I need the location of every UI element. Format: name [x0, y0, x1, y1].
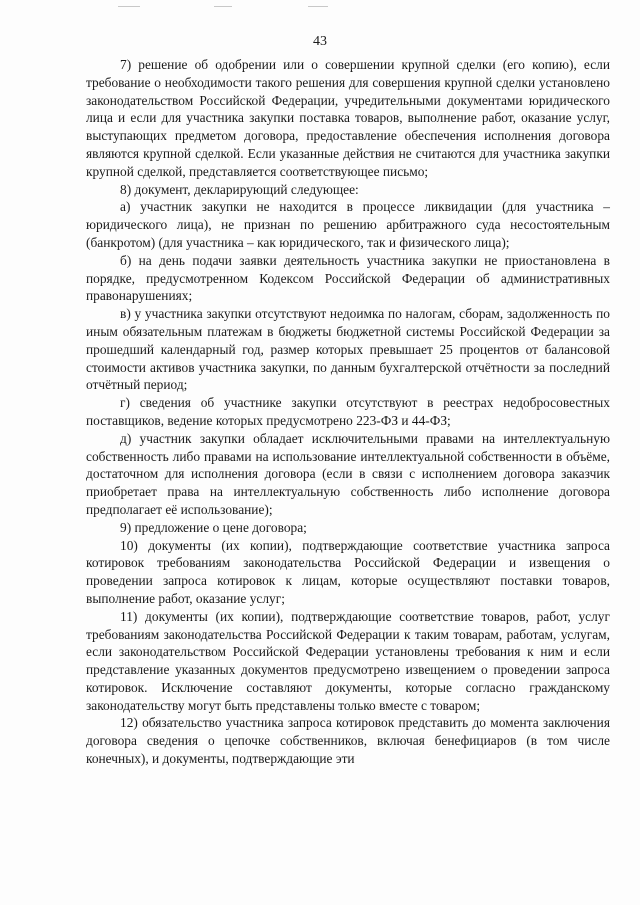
scan-mark: [308, 6, 328, 7]
paragraph-item-12: 12) обязательство участника запроса котировок представить до момента заключения договора сведения о цепочке собственников, включая бенефициаров (в том числе конечных), и документы, подтверждающие эти: [86, 715, 610, 767]
document-body: [86, 56, 610, 768]
paragraph-item-10: 10) документы (их копии), подтверждающие соответствие участника запроса котировок требованиям законодательства Российской Федерации и извещения о проведении запроса котировок к лицам, которые осуществляют поставки товаров, выполнение работ, оказание услуг;: [86, 537, 610, 606]
paragraph-subitem-d: д) участник закупки обладает исключительными правами на интеллектуальную собственность либо правами на использование интеллектуальной собственности в объёме, достаточном для исполнения договора (если в связи с исполнением договора заказчик приобретает права на интеллектуальную собственность либо исполнение договора предполагает её использование);: [86, 430, 610, 517]
paragraph-item-11: 11) документы (их копии), подтверждающие соответствие товаров, работ, услуг требованиям законодательства Российской Федерации к таким товарам, работам, услугам, если законодательством Российской Федерации установлены требования к ним и если представление указанных документов предусмотрено извещением о проведении запроса котировок. Исключение составляют документы, которые согласно гражданскому законодательству могут быть представлены только вместе с товаром;: [86, 608, 610, 713]
paragraph-subitem-b: б) на день подачи заявки деятельность участника закупки не приостановлена в порядке, предусмотренном Кодексом Российской Федерации об административных правонарушениях;: [86, 252, 610, 304]
paragraph-subitem-a: а) участник закупки не находится в процессе ликвидации (для участника – юридического лица), не признан по решению арбитражного суда несостоятельным (банкротом) (для участника – как юридического, так и физического лица);: [86, 199, 610, 250]
page-number: 43: [313, 34, 327, 49]
paragraph-item-7: 7) решение об одобрении или о совершении крупной сделки (его копию), если требование о необходимости такого решения для совершения крупной сделки установлено законодательством Российской Федерации, учредительными документами юридического лица и если для участника закупки поставка товаров, выполнение работ, оказание услуг, выступающих предметом договора, предоставление обеспечения исполнения договора являются крупной сделкой. Если указанные действия не считаются для участника закупки крупной сделкой, представляется соответствующее письмо;: [86, 57, 610, 179]
scan-mark: [118, 6, 140, 7]
paragraph-subitem-g: г) сведения об участнике закупки отсутствуют в реестрах недобросовестных поставщиков, ведение которых предусмотрено 223-ФЗ и 44-ФЗ;: [86, 395, 610, 428]
paragraph-subitem-v: в) у участника закупки отсутствуют недоимка по налогам, сборам, задолженность по иным обязательным платежам в бюджеты бюджетной системы Российской Федерации за прошедший календарный год, размер которых превышает 25 процентов от балансовой стоимости активов участника закупки, по данным бухгалтерской отчётности за последний отчётный период;: [86, 306, 610, 393]
paragraph-item-9: 9) предложение о цене договора;: [120, 519, 307, 535]
scan-mark: [214, 6, 232, 7]
paragraph-item-8: 8) документ, декларирующий следующее:: [120, 181, 359, 197]
